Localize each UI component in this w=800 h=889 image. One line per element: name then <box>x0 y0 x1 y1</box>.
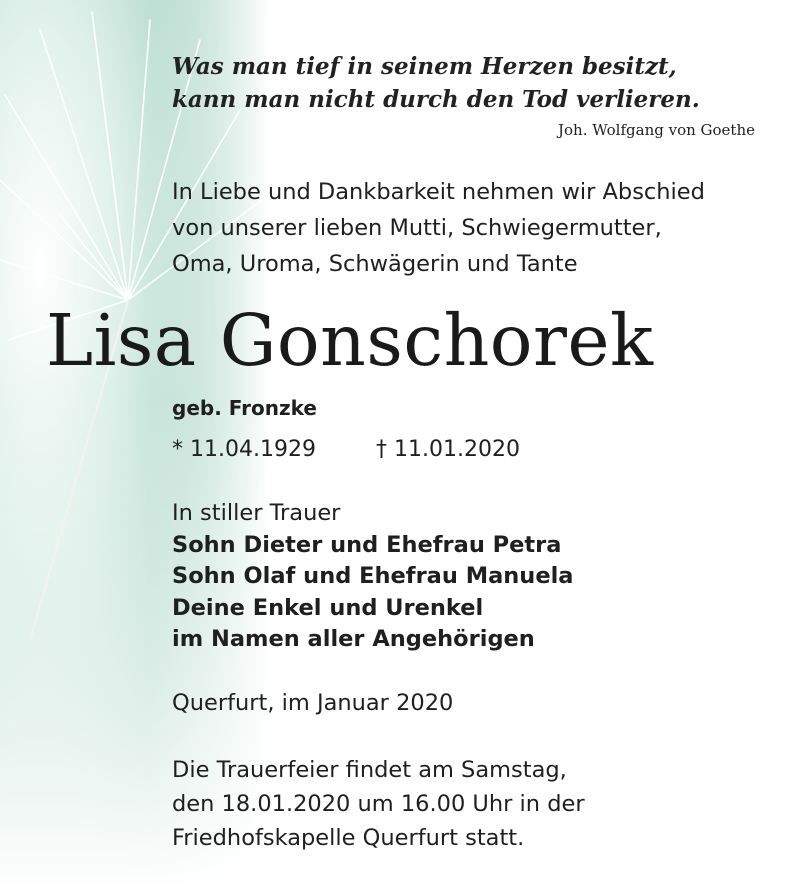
death-date: † 11.01.2020 <box>376 437 520 462</box>
quote-author: Joh. Wolfgang von Goethe <box>558 121 755 139</box>
place-and-date: Querfurt, im Januar 2020 <box>172 690 454 716</box>
intro-line-2: von unserer lieben Mutti, Schwiegermutter, <box>172 215 662 241</box>
mourners-block <box>172 498 772 656</box>
birth-date: * 11.04.1929 <box>172 437 316 462</box>
funeral-line-2: den 18.01.2020 um 16.00 Uhr in der <box>172 791 585 817</box>
goethe-quote <box>172 50 732 116</box>
funeral-line-3: Friedhofskapelle Querfurt statt. <box>172 825 525 851</box>
mourner-line: im Namen aller Angehörigen <box>172 626 535 652</box>
quote-line-1: Was man tief in seinem Herzen besitzt, <box>172 53 677 80</box>
mourner-line: Sohn Olaf und Ehefrau Manuela <box>172 563 574 589</box>
birth-name: geb. Fronzke <box>172 396 317 420</box>
intro-line-1: In Liebe und Dankbarkeit nehmen wir Abschied <box>172 179 705 205</box>
life-dates <box>172 437 520 462</box>
deceased-name: Lisa Gonschorek <box>46 299 654 382</box>
quote-line-2: kann man nicht durch den Tod verlieren. <box>172 86 700 113</box>
mourner-line: Sohn Dieter und Ehefrau Petra <box>172 531 562 558</box>
mourning-heading: In stiller Trauer <box>172 500 341 526</box>
funeral-notice <box>172 753 772 855</box>
farewell-intro <box>172 174 772 282</box>
intro-line-3: Oma, Uroma, Schwägerin und Tante <box>172 251 578 277</box>
funeral-line-1: Die Trauerfeier findet am Samstag, <box>172 757 567 783</box>
mourner-line: Deine Enkel und Urenkel <box>172 594 484 621</box>
